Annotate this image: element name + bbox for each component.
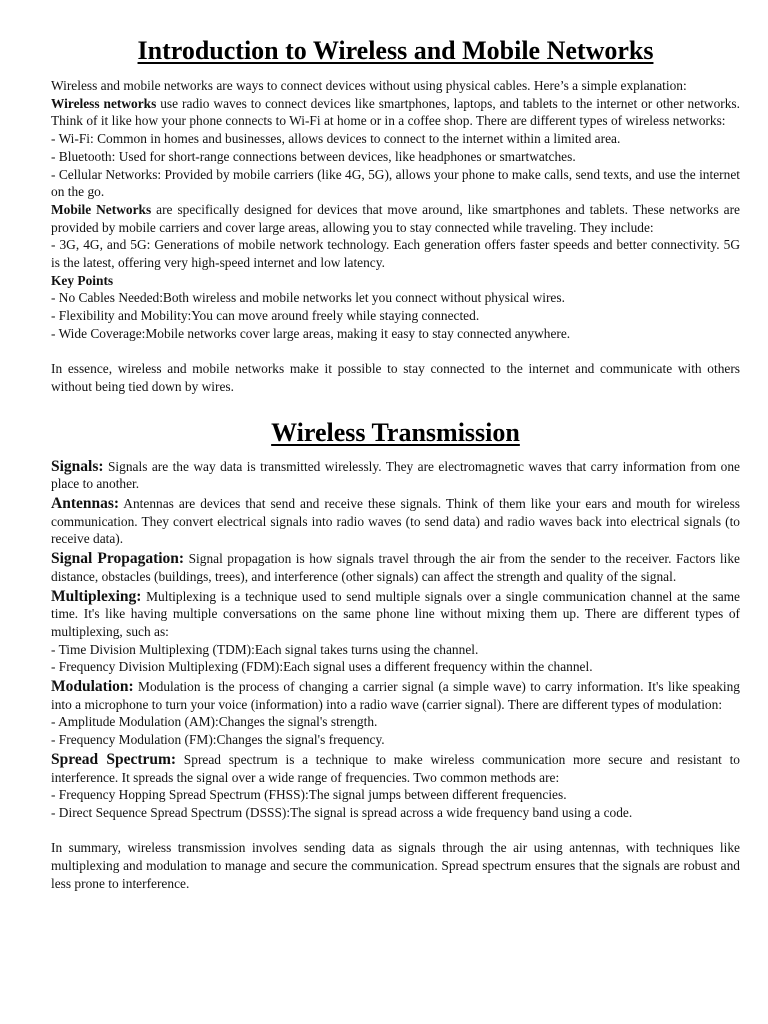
list-item: - Cellular Networks: Provided by mobile carriers (like 4G, 5G), allows your phone to make calls, send texts, and use the internet on the go.	[51, 166, 740, 200]
list-item: - No Cables Needed:Both wireless and mobile networks let you connect without physical wires.	[51, 290, 565, 306]
modulation-lead: Modulation:	[51, 678, 134, 696]
modulation-text: Modulation is the process of changing a carrier signal (a simple wave) to carry information. It's like speaking into a microphone to turn your voice (information) into a radio wave (carrier signal). There are different types of modulation:	[51, 679, 740, 712]
signals-block	[51, 458, 740, 493]
list-item: - 3G, 4G, and 5G: Generations of mobile network technology. Each generation offers faster speeds and better connectivity. 5G is the latest, offering very high-speed internet and low latency.	[51, 237, 740, 271]
list-item: - Wide Coverage:Mobile networks cover large areas, making it easy to stay connected anywhere.	[51, 325, 571, 341]
propagation-paragraph	[51, 550, 740, 585]
page-title: Introduction to Wireless and Mobile Networks	[137, 36, 654, 65]
key-points-heading: Key Points	[51, 272, 114, 288]
multiplexing-text: Multiplexing is a technique used to send multiple signals over a single communication channel at the same time. It's like having multiple conversations on the same phone line without mixing them up. There are different types of multiplexing, such as:	[51, 588, 740, 639]
wireless-networks-paragraph	[51, 95, 740, 130]
list-item: - Flexibility and Mobility:You can move around freely while staying connected.	[51, 308, 480, 324]
multiplexing-paragraph	[51, 588, 740, 641]
list-item: - Time Division Multiplexing (TDM):Each signal takes turns using the channel.	[51, 641, 479, 657]
propagation-text: Signal propagation is how signals travel through the air from the sender to the receiver. Factors like distance, obstacles (buildings, trees), and interference (other signals) can affect the strength and quality of the signal.	[51, 551, 740, 584]
spread-spectrum-text: Spread spectrum is a technique to make wireless communication more secure and resistant to interference. It spreads the signal over a wide range of frequencies. Two common methods are:	[51, 751, 740, 785]
intro-paragraph: Wireless and mobile networks are ways to connect devices without using physical cables. Here’s a simple explanation:	[51, 78, 687, 93]
multiplexing-block	[51, 588, 740, 677]
list-item: - Frequency Modulation (FM):Changes the signal's frequency.	[51, 732, 385, 748]
multiplexing-lead: Multiplexing:	[51, 587, 142, 605]
mobile-networks-lead: Mobile Networks	[51, 201, 152, 217]
modulation-paragraph	[51, 678, 740, 713]
propagation-lead: Signal Propagation:	[51, 550, 185, 568]
spread-spectrum-lead: Spread Spectrum:	[51, 750, 177, 768]
summary-paragraph: In essence, wireless and mobile networks make it possible to stay connected to the internet and communicate with others without being tied down by wires.	[51, 361, 740, 394]
spacer	[51, 822, 740, 840]
summary-paragraph: In summary, wireless transmission involves sending data as signals through the air using antennas, with techniques like multiplexing and modulation to manage and secure the communication. Spread spectrum ensures that the signals are robust and less prone to interference.	[51, 840, 740, 891]
list-item: - Bluetooth: Used for short-range connections between devices, like headphones or smartwatches.	[51, 148, 576, 164]
spacer	[51, 343, 740, 361]
list-item: - Frequency Hopping Spread Spectrum (FHSS):The signal jumps between different frequencies.	[51, 787, 567, 803]
propagation-block	[51, 550, 740, 585]
list-item: - Wi-Fi: Common in homes and businesses, allows devices to connect to the internet within a limited area.	[51, 131, 621, 147]
spread-spectrum-paragraph	[51, 751, 740, 786]
spread-spectrum-block	[51, 751, 740, 822]
list-item: - Amplitude Modulation (AM):Changes the signal's strength.	[51, 714, 378, 730]
signals-text: Signals are the way data is transmitted wirelessly. They are electromagnetic waves that carry information from one place to another.	[51, 458, 740, 492]
antennas-text: Antennas are devices that send and receive these signals. Think of them like your ears and mouth for wireless communication. They convert electrical signals into radio waves (to send data) and radio waves back into electrical signals (to receive data).	[51, 496, 740, 547]
mobile-networks-text: are specifically designed for devices that move around, like smartphones and tablets. These networks are provided by mobile carriers and cover large areas, allowing you to stay connected while traveling. They include:	[51, 201, 740, 235]
antennas-paragraph	[51, 495, 740, 548]
wireless-transmission-section	[51, 458, 740, 893]
list-item: - Frequency Division Multiplexing (FDM):Each signal uses a different frequency within the channel.	[51, 659, 593, 675]
signals-paragraph	[51, 458, 740, 493]
modulation-block	[51, 678, 740, 749]
mobile-networks-paragraph	[51, 201, 740, 236]
signals-lead: Signals:	[51, 457, 104, 475]
antennas-lead: Antennas:	[51, 495, 120, 513]
antennas-block	[51, 495, 740, 548]
section-title: Wireless Transmission	[271, 417, 520, 447]
wireless-networks-lead: Wireless networks	[51, 95, 157, 111]
list-item: - Direct Sequence Spread Spectrum (DSSS):The signal is spread across a wide frequency band using a code.	[51, 805, 633, 820]
wireless-networks-text: use radio waves to connect devices like smartphones, laptops, and tablets to the internet or other networks. Think of it like how your phone connects to Wi-Fi at home or in a coffee shop. There are different types of wireless networks:	[51, 95, 740, 129]
intro-section	[51, 77, 740, 396]
